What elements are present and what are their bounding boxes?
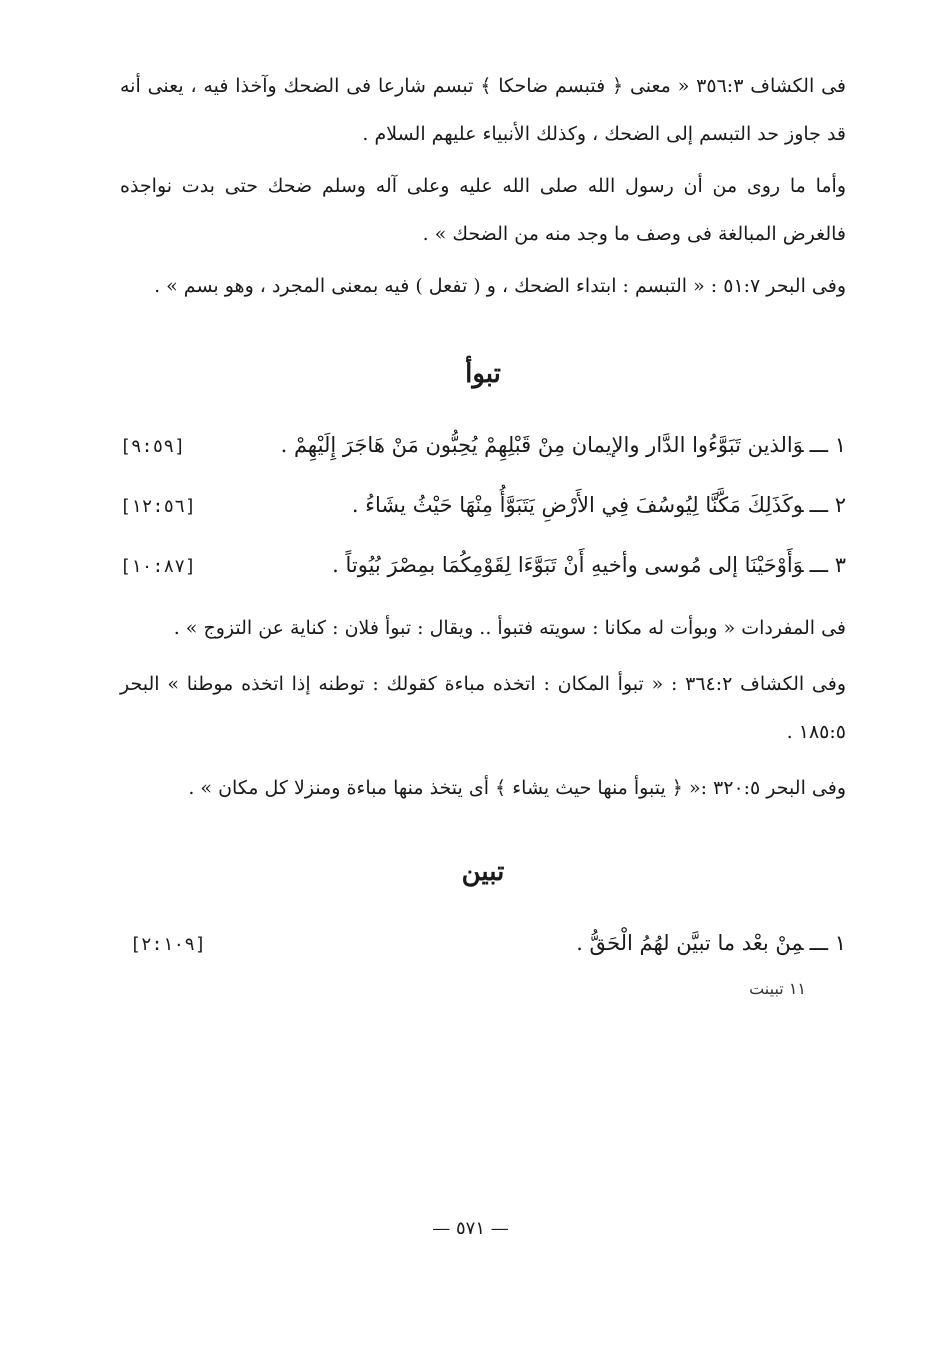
- section-previous-entry: [120, 62, 846, 310]
- paragraph-bahr-tabassum: وفى البحر ٥١:٧ : « التبسم : ابتداء الضحك ، و ( تفعل ) فيه بمعنى المجرد ، وهو بسم » .: [154, 275, 846, 297]
- commentary-tabawwa: [120, 604, 846, 812]
- verse-text: وكَذَلِكَ مَكَّنَّا لِيُوسُفَ فِي الأَرْضِ يَتَبَوَّأُ مِنْهَا حَيْثُ يشَاءُ .: [351, 493, 804, 517]
- verse-row: [120, 536, 846, 596]
- verse-reference: [١٢:٥٦]: [120, 496, 196, 517]
- verse-text: مِنْ بعْد ما تبيَّن لهُمُ الْحَقُّ .: [576, 931, 804, 955]
- verse-row: [120, 416, 846, 476]
- verse-text-wrap: [576, 914, 846, 972]
- paragraph-mufradat: فى المفردات « وبوأت له مكانا : سويته فتبوأ .. ويقال : تبوأ فلان : كناية عن التزوج » .: [173, 617, 846, 639]
- verse-number: ٣ ـــ: [809, 553, 846, 577]
- verses-tabayyan: [120, 914, 846, 1004]
- verse-number: ١ ـــ: [809, 931, 846, 955]
- verse-row: [120, 914, 846, 974]
- page-number: — ٥٧١ —: [432, 1218, 509, 1239]
- verse-number: ١ ـــ: [809, 433, 846, 457]
- heading-tabayyan: تبين: [461, 857, 505, 887]
- paragraph-bahr-yatabawwa: وفى البحر ٣٢٠:٥ :« ﴿ يتبوأ منها حيث يشاء ﴾ أى يتخذ منها مباءة ومنزلا كل مكان » .: [188, 777, 846, 799]
- verses-tabawwa: [120, 416, 846, 596]
- verse-row: [120, 476, 846, 536]
- verse-text-wrap: [352, 476, 846, 534]
- verse-number: ٢ ـــ: [809, 493, 846, 517]
- heading-tabawwa: تبوأ: [465, 359, 501, 389]
- verse-reference: [١٠:٨٧]: [120, 556, 196, 577]
- verse-text-wrap: [281, 416, 846, 474]
- verse-text: وَالذين تَبَوَّءُوا الدَّار والإيمان مِنْ قَبْلِهِمْ يُحِبُّون مَنْ هَاجَرَ إِلَيْهِمْ .: [280, 433, 804, 457]
- verse-text-wrap: [332, 536, 846, 594]
- paragraph-kashshaf-tabassam: فى الكشاف ٣٥٦:٣ « معنى ﴿ فتبسم ضاحكا ﴾ تبسم شارعا فى الضحك وآخذا فيه ، يعنى أنه قد جاوز حد التبسم إلى الضحك ، وكذلك الأنبياء عليهم السلام .: [120, 75, 846, 145]
- footnote-variant: ١١ تبينت: [749, 979, 806, 998]
- paragraph-kashshaf-tabawwa: وفى الكشاف ٣٦٤:٢ : « تبوأ المكان : اتخذه مباءة كقولك : توطنه إذا اتخذه موطنا » البحر ١٨٥:٥ .: [120, 673, 847, 743]
- verse-reference: [٩:٥٩]: [120, 436, 186, 457]
- verse-text: وَأَوْحَيْنَا إلى مُوسى وأخيهِ أَنْ تَبَوَّءَا لِقَوْمِكُمَا بمِصْرَ بُيُوتاً .: [332, 553, 804, 577]
- spacer: [120, 596, 846, 604]
- paragraph-hadith-dahik: وأما ما روى من أن رسول الله صلى الله عليه وعلى آله وسلم ضحك حتى بدت نواجذه فالغرض المبالغة فى وصف ما وجد منه من الضحك » .: [120, 175, 846, 245]
- verse-reference: [٢:١٠٩]: [130, 934, 206, 955]
